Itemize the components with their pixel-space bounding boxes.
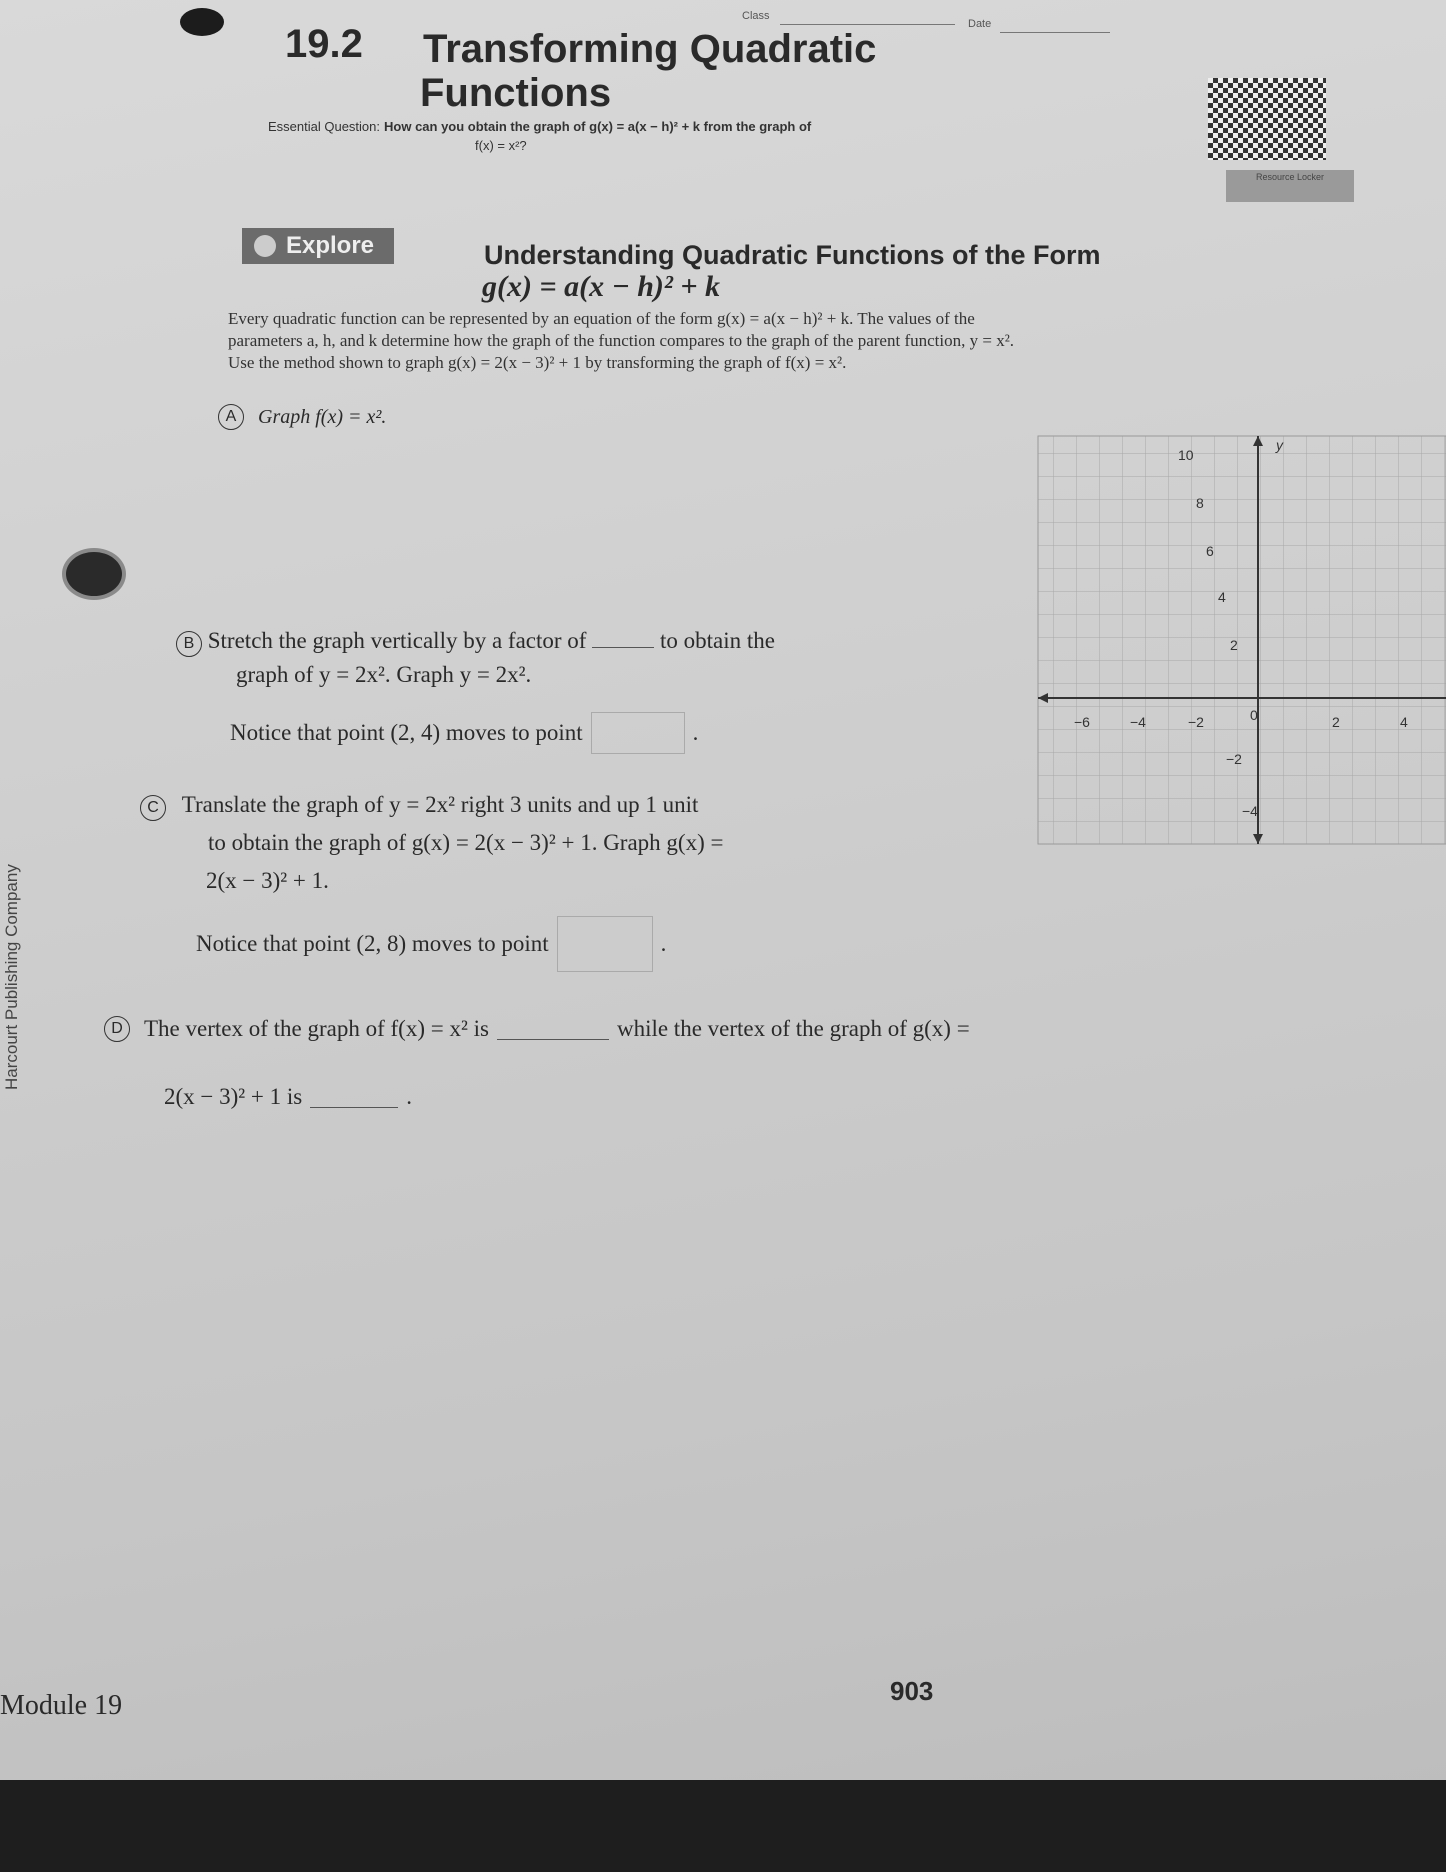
- step-b-text1: Stretch the graph vertically by a factor of: [207, 628, 587, 653]
- lesson-number: 19.2: [285, 22, 363, 66]
- step-d-period: .: [406, 1084, 412, 1109]
- step-d: [104, 1014, 1424, 1044]
- x-tick-label: −6: [1074, 714, 1090, 730]
- intro-paragraph: [228, 308, 1408, 374]
- step-a-letter: A: [218, 404, 244, 430]
- x-tick-label: −4: [1130, 714, 1146, 730]
- qr-code-icon[interactable]: [1208, 78, 1326, 160]
- y-axis-label: y: [1276, 437, 1283, 453]
- step-b-notice-text: Notice that point (2, 4) moves to point: [230, 720, 583, 745]
- y-tick-label: −4: [1242, 803, 1258, 819]
- y-tick-label: 4: [1218, 589, 1226, 605]
- resource-locker-button[interactable]: Resource Locker: [1226, 170, 1354, 202]
- step-c-period: .: [660, 931, 667, 956]
- step-d-text1: The vertex of the graph of f(x) = x² is: [144, 1016, 489, 1041]
- date-label: Date: [968, 18, 992, 30]
- step-d-line2: [164, 1082, 412, 1112]
- explore-heading-formula: g(x) = a(x − h)² + k: [482, 270, 721, 303]
- page-number: 903: [890, 1676, 934, 1706]
- step-d-text2: 2(x − 3)² + 1 is: [164, 1084, 303, 1109]
- lesson-title-line1: Transforming Quadratic: [423, 27, 877, 71]
- y-tick-label: 8: [1196, 495, 1204, 511]
- y-tick-label: 10: [1178, 447, 1194, 463]
- essential-question-label: Essential Question:: [268, 119, 381, 134]
- step-b-notice: [230, 712, 698, 754]
- essential-question-text: How can you obtain the graph of g(x) = a(x − h)² + k from the graph of: [384, 119, 812, 134]
- explore-badge-label: Explore: [286, 232, 375, 259]
- step-b-text2: graph of y = 2x². Graph y = 2x².: [236, 662, 532, 687]
- coordinate-grid[interactable]: [1030, 430, 1446, 850]
- class-line: [780, 24, 955, 25]
- intro-line: Every quadratic function can be represented by an equation of the form g(x) = a(x − h)² + k. The values of the: [228, 309, 975, 328]
- desk-background: [0, 1780, 1446, 1872]
- explore-icon: [254, 235, 276, 257]
- x-tick-label: 4: [1400, 714, 1408, 730]
- step-b: [176, 626, 976, 657]
- step-c-letter: C: [140, 795, 166, 821]
- step-b-letter: B: [176, 631, 202, 657]
- punch-hole: [180, 8, 224, 36]
- y-tick-label: −2: [1226, 751, 1242, 767]
- step-c-text3: 2(x − 3)² + 1.: [206, 868, 329, 893]
- x-tick-label: −2: [1188, 714, 1204, 730]
- explore-badge: [242, 228, 394, 264]
- step-d-text1b: while the vertex of the graph of g(x) =: [616, 1016, 970, 1041]
- step-c: [140, 790, 698, 821]
- step-c-text2: to obtain the graph of g(x) = 2(x − 3)² + 1. Graph g(x) =: [208, 830, 724, 855]
- intro-line: parameters a, h, and k determine how the graph of the function compares to the graph of the parent function, y = x².: [228, 331, 1015, 350]
- essential-question-text2: f(x) = x²?: [475, 138, 527, 153]
- y-tick-label: 2: [1230, 637, 1238, 653]
- step-b-text1b: to obtain the: [659, 628, 775, 653]
- point-answer-box[interactable]: [557, 916, 653, 972]
- vertex-g-blank[interactable]: [310, 1087, 398, 1108]
- y-tick-label: 6: [1206, 543, 1214, 559]
- vertex-f-blank[interactable]: [497, 1019, 609, 1040]
- step-c-notice: [196, 916, 666, 972]
- publisher-side-text: Harcourt Publishing Company: [2, 864, 21, 1090]
- lesson-title-line2: Functions: [420, 71, 612, 115]
- grid-area: [1038, 436, 1446, 844]
- step-c-text1: Translate the graph of y = 2x² right 3 units and up 1 unit: [181, 792, 699, 817]
- step-a: [218, 404, 386, 430]
- step-b-period: .: [692, 720, 699, 745]
- step-a-text: Graph f(x) = x².: [258, 405, 387, 428]
- x-tick-label: 0: [1250, 707, 1258, 723]
- step-d-letter: D: [104, 1016, 130, 1042]
- point-answer-box[interactable]: [591, 712, 685, 754]
- class-label: Class: [742, 10, 770, 22]
- essential-question: [268, 118, 1188, 136]
- intro-line: Use the method shown to graph g(x) = 2(x − 3)² + 1 by transforming the graph of f(x) = x².: [228, 353, 847, 372]
- explore-heading: Understanding Quadratic Functions of the Form: [484, 240, 1101, 270]
- stretch-factor-blank[interactable]: [592, 627, 654, 648]
- punch-hole: [62, 548, 126, 600]
- x-tick-label: 2: [1332, 714, 1340, 730]
- date-line: [1000, 32, 1110, 33]
- step-c-notice-text: Notice that point (2, 8) moves to point: [196, 931, 549, 956]
- module-label: Module 19: [0, 1690, 123, 1721]
